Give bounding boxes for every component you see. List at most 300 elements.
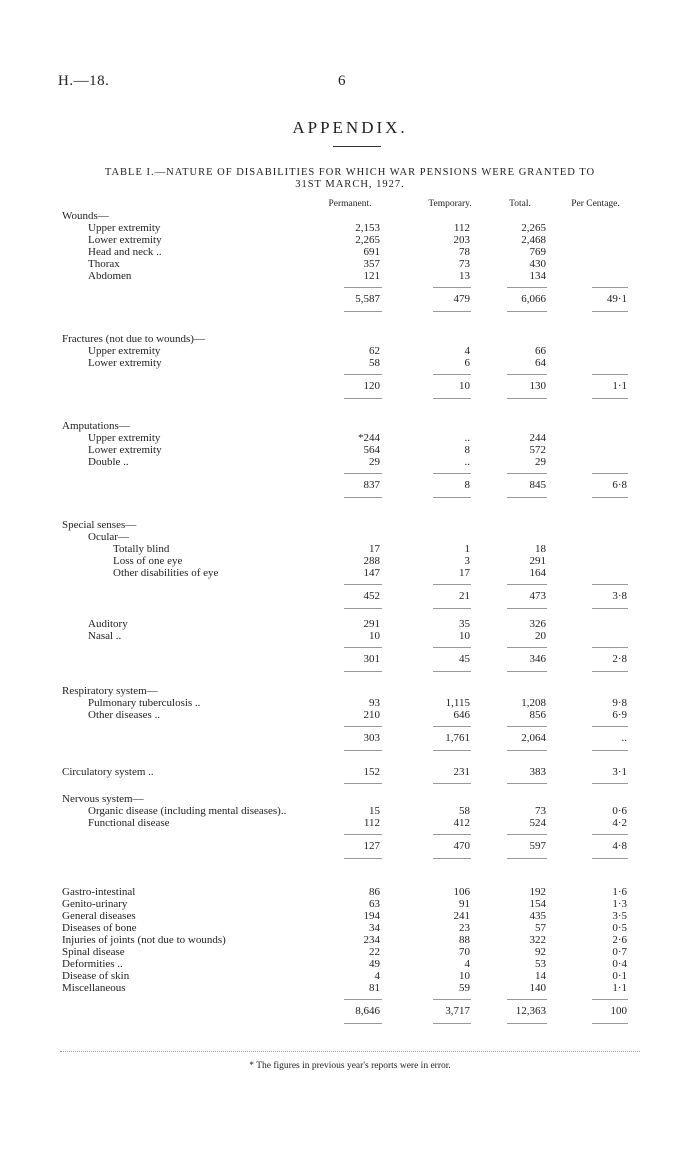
rule-line (507, 584, 547, 585)
rule-line (433, 473, 471, 474)
table-row (0, 958, 700, 970)
table-row (0, 618, 700, 630)
table-row (0, 432, 700, 444)
rule-line (507, 398, 547, 399)
temporary-cell: 646 (453, 709, 470, 721)
temporary-cell: 203 (453, 234, 470, 246)
rule-line (507, 858, 547, 859)
subtotal-rules (0, 745, 700, 756)
rule-line (433, 647, 471, 648)
row-label: Double .. (88, 456, 129, 468)
percentage-cell: 9·8 (612, 697, 627, 709)
total-cell: 57 (535, 922, 546, 934)
row-label: Respiratory system— (62, 685, 158, 697)
table-row (0, 246, 700, 258)
section-heading (0, 420, 700, 432)
table-row (0, 934, 700, 946)
row-label: Diseases of bone (62, 922, 137, 934)
table-row (0, 357, 700, 369)
rule-line (433, 497, 471, 498)
total-cell: 66 (535, 345, 546, 357)
rule-line (433, 584, 471, 585)
row-label: Totally blind (113, 543, 170, 555)
subtotal-permanent: 127 (363, 840, 380, 852)
rule-line (592, 999, 628, 1000)
percentage-cell: 3·5 (612, 910, 627, 922)
rule-line (592, 287, 628, 288)
percentage-cell: 2·6 (612, 934, 627, 946)
subtotal-rules (0, 603, 700, 614)
page-title: APPENDIX. (292, 118, 408, 137)
footnote: * The figures in previous year's reports were in error. (249, 1061, 451, 1071)
table-row (0, 766, 700, 778)
table-row (0, 805, 700, 817)
percentage-cell: 0·1 (612, 970, 627, 982)
row-label: Ocular— (88, 531, 129, 543)
subtotal-total: 597 (529, 840, 546, 852)
row-label: Spinal disease (62, 946, 125, 958)
temporary-cell: 73 (459, 258, 470, 270)
rule-line (344, 1023, 382, 1024)
rule-line (433, 671, 471, 672)
subtotal-rules (0, 492, 700, 503)
subtotal-percentage: 6·8 (612, 479, 627, 491)
rule-line (344, 287, 382, 288)
permanent-cell: 357 (363, 258, 380, 270)
row-label: Gastro-intestinal (62, 886, 136, 898)
temporary-cell: 112 (453, 222, 470, 234)
table-row (0, 817, 700, 829)
rule-line (433, 750, 471, 751)
rule-line (344, 834, 382, 835)
column-header-percentage: Per Centage. (571, 199, 620, 209)
permanent-cell: 291 (363, 618, 380, 630)
subtotal-temporary: 10 (459, 380, 470, 392)
permanent-cell: 93 (369, 697, 380, 709)
subtotal-percentage: 49·1 (606, 293, 627, 305)
rule-line (592, 398, 628, 399)
total-cell: 73 (535, 805, 546, 817)
subtotal-percentage: 3·8 (612, 590, 627, 602)
total-cell: 435 (529, 910, 546, 922)
subtotal-total: 346 (529, 653, 546, 665)
temporary-cell: 6 (464, 357, 470, 369)
rule-line (592, 834, 628, 835)
rule-line (433, 858, 471, 859)
table-row (0, 946, 700, 958)
temporary-cell: 58 (459, 805, 470, 817)
rule-line (592, 1023, 628, 1024)
temporary-cell: 23 (459, 922, 470, 934)
table-row (0, 922, 700, 934)
rule-line (507, 311, 547, 312)
total-cell: 2,265 (521, 222, 546, 234)
subtotal-temporary: 8 (464, 479, 470, 491)
subtotal-temporary: 45 (459, 653, 470, 665)
rule-line (592, 608, 628, 609)
subtotal-row (0, 1005, 700, 1018)
rule-line (507, 1023, 547, 1024)
permanent-cell: 564 (363, 444, 380, 456)
temporary-cell: 412 (453, 817, 470, 829)
rule-line (433, 783, 471, 784)
row-label: Lower extremity (88, 234, 162, 246)
permanent-cell: 22 (369, 946, 380, 958)
percentage-cell: 0·4 (612, 958, 627, 970)
subtotal-permanent: 120 (363, 380, 380, 392)
permanent-cell: 10 (369, 630, 380, 642)
subtotal-temporary: 479 (453, 293, 470, 305)
total-cell: 134 (529, 270, 546, 282)
permanent-cell: 49 (369, 958, 380, 970)
rule-line (592, 726, 628, 727)
rule-line (433, 608, 471, 609)
rule-line (344, 783, 382, 784)
subtotal-rules (0, 829, 700, 840)
total-cell: 430 (529, 258, 546, 270)
subtotal-percentage: 2·8 (612, 653, 627, 665)
row-label: Nasal .. (88, 630, 122, 642)
table-row (0, 697, 700, 709)
rule-line (592, 584, 628, 585)
row-label: Upper extremity (88, 222, 161, 234)
subtotal-row (0, 380, 700, 393)
subtotal-rules (0, 721, 700, 732)
row-label: Injuries of joints (not due to wounds) (62, 934, 226, 946)
row-label: Functional disease (88, 817, 170, 829)
subtotal-permanent: 301 (363, 653, 380, 665)
subtotal-percentage: 1·1 (612, 380, 627, 392)
row-label: Fractures (not due to wounds)— (62, 333, 205, 345)
spacer (0, 503, 700, 519)
permanent-cell: 17 (369, 543, 380, 555)
subtotal-rules (0, 579, 700, 590)
total-cell: 322 (529, 934, 546, 946)
rule-line (507, 671, 547, 672)
subtotal-total: 2,064 (521, 732, 546, 744)
temporary-cell: 78 (459, 246, 470, 258)
subtotal-row (0, 479, 700, 492)
temporary-cell: 1 (464, 543, 470, 555)
rule-line (507, 647, 547, 648)
subtotal-rules (0, 666, 700, 677)
total-cell: 244 (529, 432, 546, 444)
column-header-row (0, 198, 700, 210)
rule-line (507, 608, 547, 609)
total-cell: 524 (529, 817, 546, 829)
rule-line (592, 473, 628, 474)
section-heading (0, 793, 700, 805)
table-row (0, 456, 700, 468)
total-cell: 572 (529, 444, 546, 456)
temporary-cell: 3 (464, 555, 470, 567)
rule-line (344, 858, 382, 859)
subtotal-rules (0, 468, 700, 479)
permanent-cell: 691 (363, 246, 380, 258)
permanent-cell: 210 (363, 709, 380, 721)
subtotal-permanent: 5,587 (355, 293, 380, 305)
permanent-cell: 147 (363, 567, 380, 579)
subsection-heading (0, 531, 700, 543)
subtotal-rules (0, 1018, 700, 1029)
table-row (0, 709, 700, 721)
subtotal-row (0, 732, 700, 745)
row-label: Special senses— (62, 519, 137, 531)
rule-line (433, 1023, 471, 1024)
rule-line (433, 398, 471, 399)
rule-line (592, 311, 628, 312)
rule-line (344, 374, 382, 375)
row-label: Organic disease (including mental diseases).. (88, 805, 287, 817)
percentage-cell: 0·7 (612, 946, 627, 958)
temporary-cell: 35 (459, 618, 470, 630)
column-header-total: Total. (509, 199, 531, 209)
temporary-cell: .. (464, 432, 470, 444)
rule-line (507, 750, 547, 751)
spacer (0, 677, 700, 685)
permanent-cell: 15 (369, 805, 380, 817)
subtotal-total: 6,066 (521, 293, 546, 305)
table-row (0, 970, 700, 982)
column-header-permanent: Permanent. (328, 199, 372, 209)
row-label: Miscellaneous (62, 982, 126, 994)
total-cell: 140 (529, 982, 546, 994)
temporary-cell: 4 (464, 958, 470, 970)
temporary-cell: 10 (459, 630, 470, 642)
permanent-cell: 29 (369, 456, 380, 468)
temporary-cell: 1,115 (445, 697, 470, 709)
table-row (0, 567, 700, 579)
row-label: Lower extremity (88, 444, 162, 456)
subtotal-rules (0, 994, 700, 1005)
row-label: Amputations— (62, 420, 130, 432)
rule-line (344, 311, 382, 312)
temporary-cell: 241 (453, 910, 470, 922)
permanent-cell: 86 (369, 886, 380, 898)
caption-line-1: TABLE I.—NATURE OF DISABILITIES FOR WHICH WAR PENSIONS WERE GRANTED TO (104, 167, 596, 178)
temporary-cell: 17 (459, 567, 470, 579)
subtotal-rules (0, 778, 700, 789)
table-row (0, 258, 700, 270)
rule-line (344, 671, 382, 672)
section-heading (0, 519, 700, 531)
temporary-cell: 231 (453, 766, 470, 778)
rule-line (344, 647, 382, 648)
subtotal-permanent: 8,646 (355, 1005, 380, 1017)
table-row (0, 444, 700, 456)
total-cell: 92 (535, 946, 546, 958)
permanent-cell: 2,265 (355, 234, 380, 246)
temporary-cell: 70 (459, 946, 470, 958)
permanent-cell: 58 (369, 357, 380, 369)
temporary-cell: 10 (459, 970, 470, 982)
percentage-cell: 4·2 (612, 817, 627, 829)
temporary-cell: .. (464, 456, 470, 468)
row-label: Disease of skin (62, 970, 130, 982)
total-cell: 1,208 (521, 697, 546, 709)
total-cell: 53 (535, 958, 546, 970)
table-row (0, 910, 700, 922)
subtotal-rules (0, 642, 700, 653)
total-cell: 856 (529, 709, 546, 721)
table-row (0, 982, 700, 994)
rule-line (507, 497, 547, 498)
rule-line (433, 726, 471, 727)
row-label: Other diseases .. (88, 709, 161, 721)
subtotal-temporary: 1,761 (445, 732, 470, 744)
subtotal-rules (0, 853, 700, 864)
percentage-cell: 0·5 (612, 922, 627, 934)
subtotal-temporary: 470 (453, 840, 470, 852)
temporary-cell: 8 (464, 444, 470, 456)
total-cell: 164 (529, 567, 546, 579)
rule-line (433, 999, 471, 1000)
permanent-cell: 112 (363, 817, 380, 829)
total-cell: 2,468 (521, 234, 546, 246)
total-cell: 18 (535, 543, 546, 555)
subtotal-total: 130 (529, 380, 546, 392)
rule-line (344, 398, 382, 399)
permanent-cell: 194 (363, 910, 380, 922)
total-cell: 192 (529, 886, 546, 898)
table-row (0, 898, 700, 910)
spacer (0, 756, 700, 766)
row-label: Deformities .. (62, 958, 123, 970)
subtotal-percentage: 100 (610, 1005, 627, 1017)
rule-line (433, 311, 471, 312)
subtotal-rules (0, 282, 700, 293)
total-cell: 326 (529, 618, 546, 630)
subtotal-row (0, 590, 700, 603)
rule-line (507, 834, 547, 835)
rule-line (344, 750, 382, 751)
row-label: Genito-urinary (62, 898, 128, 910)
rule-line (592, 858, 628, 859)
total-cell: 383 (529, 766, 546, 778)
permanent-cell: 152 (363, 766, 380, 778)
permanent-cell: 63 (369, 898, 380, 910)
subtotal-percentage: .. (621, 732, 627, 744)
temporary-cell: 88 (459, 934, 470, 946)
subtotal-rules (0, 393, 700, 404)
temporary-cell: 59 (459, 982, 470, 994)
permanent-cell: 81 (369, 982, 380, 994)
permanent-cell: 34 (369, 922, 380, 934)
total-cell: 291 (529, 555, 546, 567)
rule-line (507, 726, 547, 727)
row-label: General diseases (62, 910, 136, 922)
table-row (0, 234, 700, 246)
rule-line (433, 374, 471, 375)
temporary-cell: 4 (464, 345, 470, 357)
rule-line (344, 999, 382, 1000)
total-cell: 154 (529, 898, 546, 910)
spacer (0, 864, 700, 886)
rule-line (507, 374, 547, 375)
page-number: 6 (338, 73, 346, 89)
percentage-cell: 6·9 (612, 709, 627, 721)
total-cell: 64 (535, 357, 546, 369)
disabilities-table (0, 198, 700, 1029)
percentage-cell: 1·3 (612, 898, 627, 910)
row-label: Upper extremity (88, 432, 161, 444)
rule-line (344, 497, 382, 498)
row-label: Thorax (88, 258, 120, 270)
column-header-temporary: Temporary. (428, 199, 472, 209)
subtotal-row (0, 840, 700, 853)
row-label: Wounds— (62, 210, 109, 222)
rule-line (344, 726, 382, 727)
subtotal-row (0, 653, 700, 666)
rule-line (344, 473, 382, 474)
section-heading (0, 210, 700, 222)
subtotal-permanent: 303 (363, 732, 380, 744)
rule-line (433, 287, 471, 288)
footnote-rule (60, 1051, 640, 1052)
rule-line (592, 783, 628, 784)
rule-line (344, 608, 382, 609)
rule-line (592, 671, 628, 672)
temporary-cell: 13 (459, 270, 470, 282)
permanent-cell: 2,153 (355, 222, 380, 234)
percentage-cell: 3·1 (612, 766, 627, 778)
total-cell: 14 (535, 970, 546, 982)
subtotal-temporary: 21 (459, 590, 470, 602)
page-reference: H.—18. (58, 73, 110, 89)
rule-line (344, 584, 382, 585)
subtotal-rules (0, 306, 700, 317)
row-label: Circulatory system .. (62, 766, 154, 778)
row-label: Loss of one eye (113, 555, 183, 567)
table-caption (60, 167, 640, 191)
permanent-cell: 62 (369, 345, 380, 357)
rule-line (592, 647, 628, 648)
rule-line (592, 497, 628, 498)
section-heading (0, 685, 700, 697)
row-label: Lower extremity (88, 357, 162, 369)
row-label: Head and neck .. (88, 246, 162, 258)
subtotal-total: 845 (529, 479, 546, 491)
subtotal-permanent: 837 (363, 479, 380, 491)
table-row (0, 630, 700, 642)
section-heading (0, 333, 700, 345)
row-label: Pulmonary tuberculosis .. (88, 697, 201, 709)
subtotal-rules (0, 369, 700, 380)
rule-line (433, 834, 471, 835)
subtotal-total: 473 (529, 590, 546, 602)
subtotal-total: 12,363 (515, 1005, 546, 1017)
subtotal-temporary: 3,717 (445, 1005, 470, 1017)
caption-line-2: 31ST MARCH, 1927. (295, 179, 405, 190)
permanent-cell: 288 (363, 555, 380, 567)
rule-line (592, 750, 628, 751)
table-row (0, 555, 700, 567)
total-cell: 769 (529, 246, 546, 258)
temporary-cell: 91 (459, 898, 470, 910)
percentage-cell: 1·6 (612, 886, 627, 898)
row-label: Other disabilities of eye (113, 567, 219, 579)
rule-line (507, 999, 547, 1000)
permanent-cell: 121 (363, 270, 380, 282)
subtotal-row (0, 293, 700, 306)
rule-line (507, 473, 547, 474)
permanent-cell: *244 (358, 432, 380, 444)
row-label: Abdomen (88, 270, 132, 282)
permanent-cell: 234 (363, 934, 380, 946)
table-row (0, 886, 700, 898)
row-label: Nervous system— (62, 793, 144, 805)
subtotal-permanent: 452 (363, 590, 380, 602)
